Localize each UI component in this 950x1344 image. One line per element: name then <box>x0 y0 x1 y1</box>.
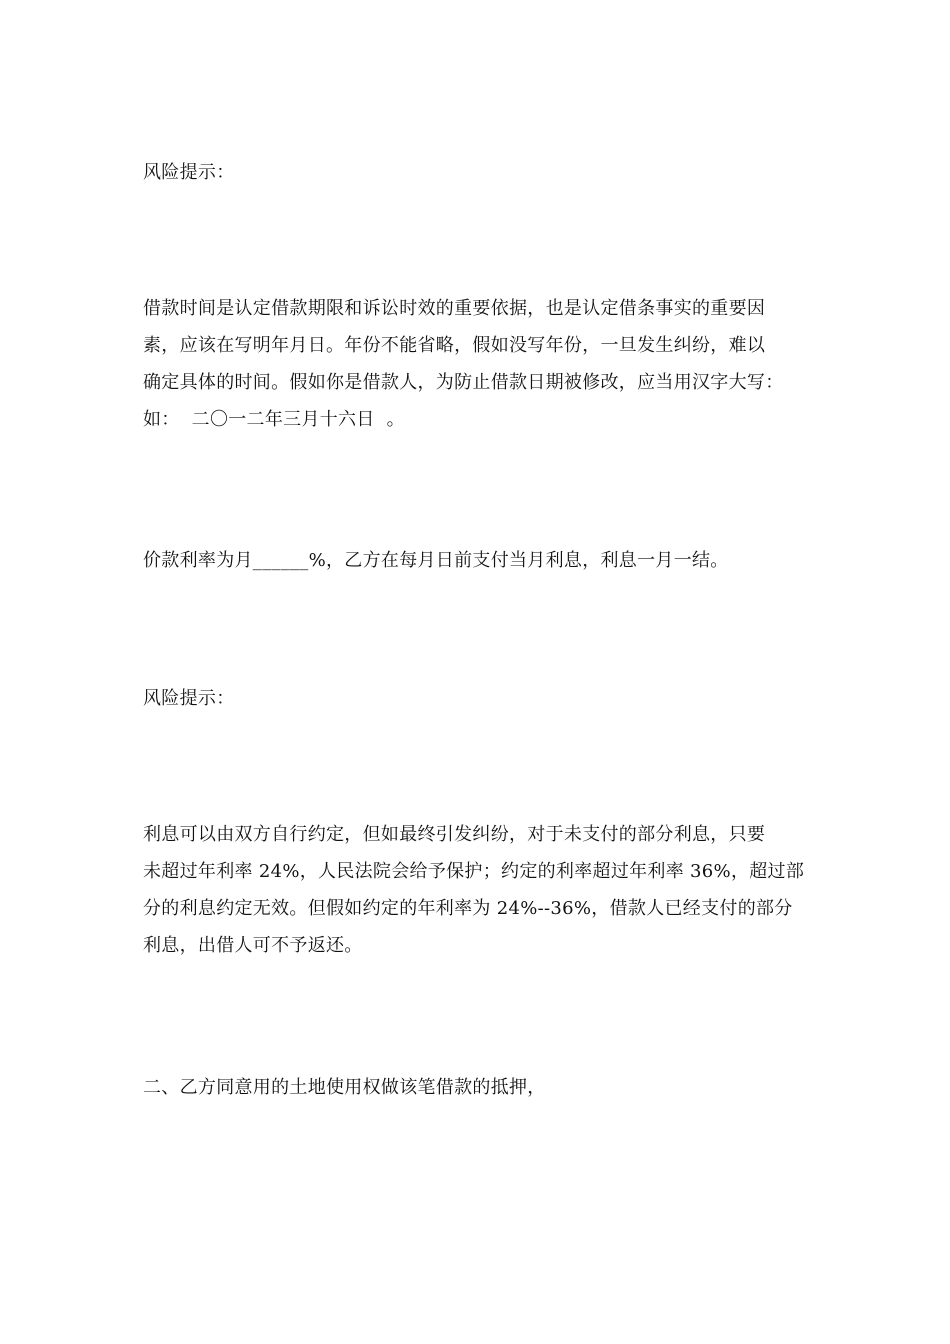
interest-rate-paragraph <box>143 542 808 579</box>
collateral-clause-text: 二、乙方同意用的土地使用权做该笔借款的抵押， <box>143 1077 546 1098</box>
paragraph-line: 借款时间是认定借款期限和诉讼时效的重要依据，也是认定借条事实的重要因 <box>143 298 766 319</box>
paragraph-line: 分的利息约定无效。但假如约定的年利率为 24%--36%，借款人已经支付的部分 <box>143 898 793 919</box>
paragraph-line: 未超过年利率 24%，人民法院会给予保护；约定的利率超过年利率 36%，超过部 <box>143 861 805 882</box>
paragraph-line: 利息，出借人可不予返还。 <box>143 935 363 956</box>
paragraph-line: 确定具体的时间。假如你是借款人，为防止借款日期被修改，应当用汉字大写： <box>143 372 784 393</box>
interest-risk-paragraph <box>143 816 808 964</box>
risk-heading-text: 风险提示： <box>143 162 235 183</box>
paragraph-line: 利息可以由双方自行约定，但如最终引发纠纷，对于未支付的部分利息，只要 <box>143 824 766 845</box>
risk-heading <box>143 680 808 717</box>
interest-rate-text: 价款利率为月______%，乙方在每月日前支付当月利息，利息一月一结。 <box>143 550 729 571</box>
risk-heading <box>143 154 808 191</box>
loan-time-paragraph <box>143 290 808 438</box>
risk-heading-text: 风险提示： <box>143 688 235 709</box>
collateral-clause <box>143 1069 808 1106</box>
paragraph-line: 素，应该在写明年月日。年份不能省略，假如没写年份，一旦发生纠纷，难以 <box>143 335 766 356</box>
paragraph-line: 如： 二〇一二年三月十六日 。 <box>143 409 405 430</box>
